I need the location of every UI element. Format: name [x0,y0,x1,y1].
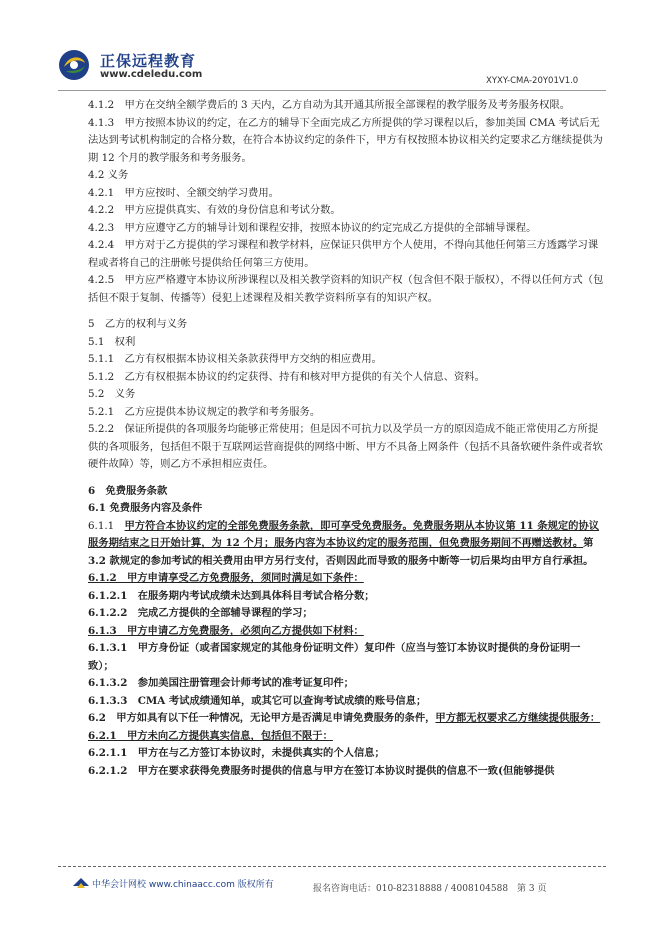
document-body [66,97,606,780]
clause-6-2-lead: 6.2 甲方如具有以下任一种情况，无论甲方是否满足申请免费服务的条件， [88,712,436,724]
clause-4-1-3: 4.1.3 甲方按照本协议的约定，在乙方的辅导下全面完成乙方所提供的学习课程以后，参加美国 CMA 考试后无法达到考试机构制定的合格分数，在符合本协议约定的条件下，甲方有权按照本协议相关约定要求乙方继续提供为期 12 个月的教学服务和考务服务。 [88,116,603,164]
clause-6-1-1-underlined: 甲方符合本协议约定的全部免费服务条款，即可享受免费服务。免费服务期从本协议第 11 条规定的协议服务期结束之日开始计算，为 12 个月；服务内容为本协议约定的服务范围，但免费服务期间不再赠送教材。 [88,519,600,549]
clause-6-1-1 [66,518,606,571]
document-code: XYXY-CMA-20Y01V1.0 [486,76,579,86]
clause-6-1-3-1: 6.1.3.1 甲方身份证（或者国家规定的其他身份证明文件）复印件（应当与签订本协议时提供的身份证明一致）； [88,642,581,672]
clause-6-2-1-1: 6.2.1.1 甲方在与乙方签订本协议时，未提供真实的个人信息； [88,747,385,759]
clause-6-1-3-3: 6.1.3.3 CMA 考试成绩通知单，或其它可以查询考试成绩的账号信息； [88,694,427,707]
clause-6-1-3-2: 6.1.3.2 参加美国注册管理会计师考试的准考证复印件； [88,677,354,689]
clause-6-1-2-1: 6.1.2.1 在服务期内考试成绩未达到具体科目考试合格分数； [88,589,375,602]
header-divider [58,90,606,91]
clause-6-1-2: 6.1.2 甲方申请享受乙方免费服务，须同时满足如下条件： [88,572,364,584]
footer-contact-page: 报名咨询电话：010-82318888 / 4008104588 第 3 页 [313,884,547,894]
page-header [0,0,665,90]
section-5-2-title: 5.2 义务 [88,388,136,400]
clause-6-1-2-2: 6.1.2.2 完成乙方提供的全部辅导课程的学习； [88,607,313,619]
footer-copyright: 中华会计网校 www.chinaacc.com 版权所有 [92,880,274,890]
brand-name: 正保远程教育 [100,52,197,70]
clause-6-1-1-rest: 第 3.2 款规定的参加考试的相关费用由甲方另行支付，否则因此而导致的服务中断等一切后果均由甲方自行承担。 [88,537,594,567]
section-5-title: 5 乙方的权利与义务 [88,318,188,330]
clause-4-1-2: 4.1.2 甲方在交纳全额学费后的 3 天内，乙方自动为其开通其所报全部课程的教学服务及考务服务权限。 [88,99,571,111]
section-6-title: 6 免费服务条款 [88,484,168,497]
clause-4-2-1: 4.2.1 甲方应按时、全额交纳学习费用。 [88,186,279,199]
clause-6-2-1: 6.2.1 甲方未向乙方提供真实信息，包括但不限于： [88,729,333,742]
clause-6-2-1-2: 6.2.1.2 甲方在要求获得免费服务时提供的信息与甲方在签订本协议时提供的信息不一致(但能够提供 [88,764,555,777]
clause-6-2 [66,710,606,728]
section-4-2-title: 4.2 义务 [88,169,129,181]
clause-5-1-2: 5.1.2 乙方有权根据本协议的约定获得、持有和核对甲方提供的有关个人信息、资料。 [88,370,485,383]
company-logo-icon [58,49,90,81]
clause-4-2-5: 4.2.5 甲方应严格遵守本协议所涉课程以及相关教学资料的知识产权（包含但不限于版权），不得以任何方式（包括但不限于复制、传播等）侵犯上述课程及相关教学资料所享有的知识产权。 [88,274,604,304]
section-5-1-title: 5.1 权利 [88,335,136,348]
brand-url: www.cdeledu.com [100,69,203,80]
clause-4-2-3: 4.2.3 甲方应遵守乙方的辅导计划和课程安排，按照本协议的约定完成乙方提供的全部辅导课程。 [88,221,537,234]
clause-5-2-2: 5.2.2 保证所提供的各项服务均能够正常使用；但是因不可抗力以及学员一方的原因造成不能正常使用乙方所提供的各项服务，包括但不限于互联网运营商提供的网络中断、甲方不具备上网条件（包括不具备软硬件条件或者软硬件故障）等，则乙方不承担相应责任。 [88,423,603,470]
clause-4-2-4: 4.2.4 甲方对于乙方提供的学习课程和教学材料，应保证只供甲方个人使用，不得向其他任何第三方透露学习课程或者将自己的注册帐号提供给任何第三方使用。 [88,239,599,269]
chinaacc-logo-icon [72,876,90,890]
clause-6-2-underlined: 甲方都无权要求乙方继续提供服务： [435,712,601,724]
clause-5-2-1: 5.2.1 乙方应提供本协议规定的教学和考务服务。 [88,405,321,418]
clause-6-1-3: 6.1.3 甲方申请乙方免费服务，必须向乙方提供如下材料： [88,624,364,637]
clause-5-1-1: 5.1.1 乙方有权根据本协议相关条款获得甲方交纳的相应费用。 [88,353,382,365]
clause-6-1-1-number: 6.1.1 [88,519,125,532]
clause-4-2-2: 4.2.2 甲方应提供真实、有效的身份信息和考试分数。 [88,204,341,216]
footer-divider [58,866,606,867]
section-6-1-title: 6.1 免费服务内容及条件 [88,502,203,514]
